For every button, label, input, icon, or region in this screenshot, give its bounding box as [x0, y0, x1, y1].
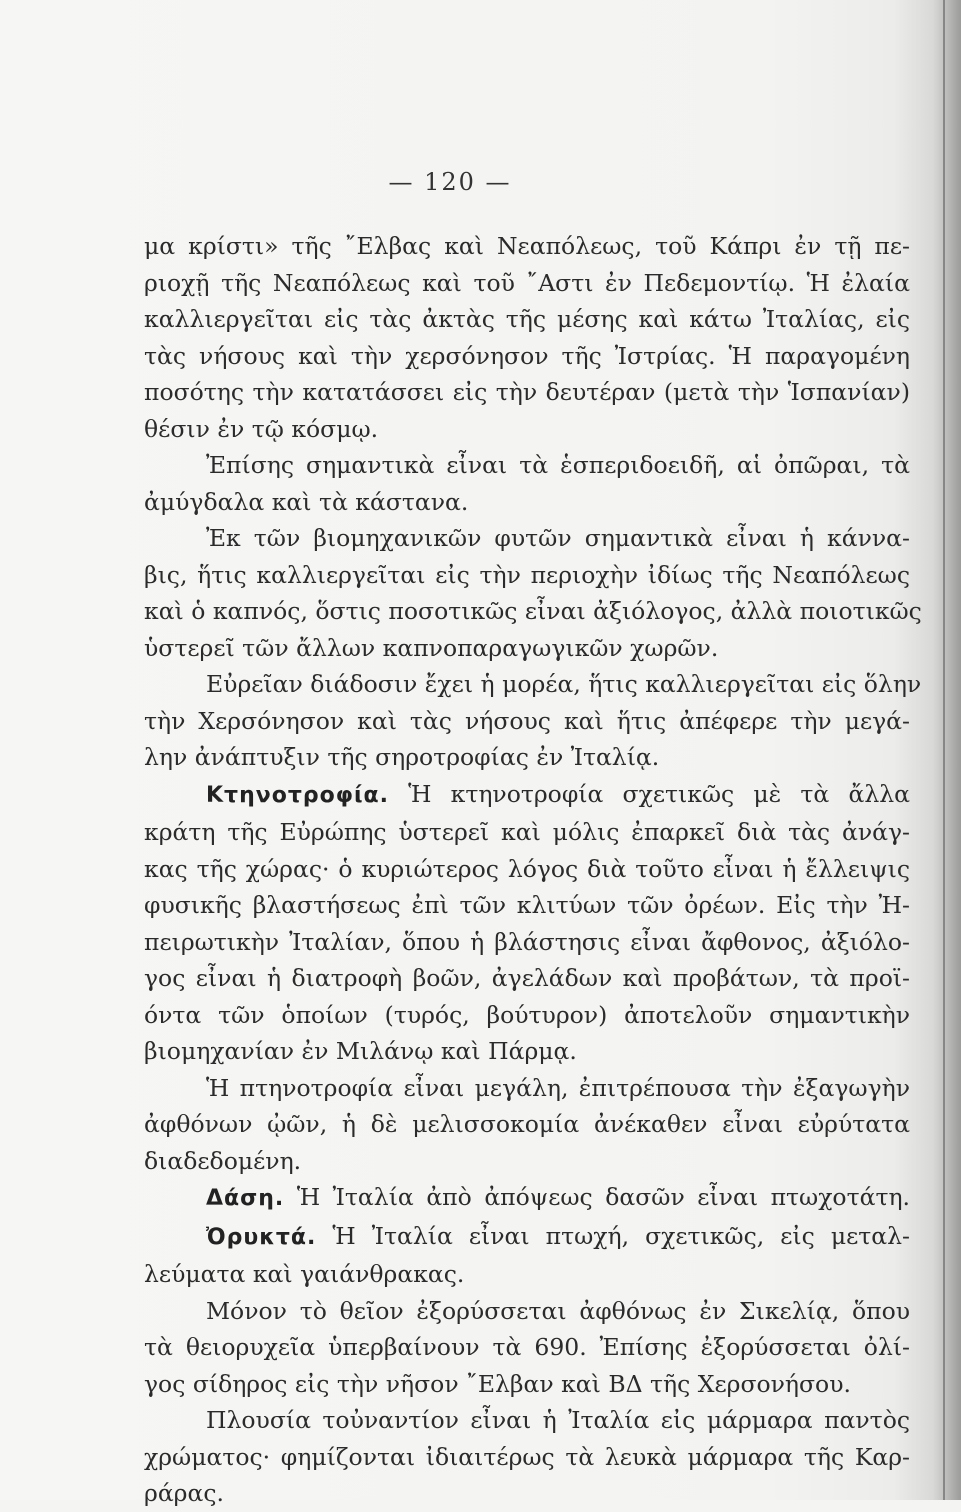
- text-line: βις, ἥτις καλλιεργεῖται εἰς τὴν περιοχὴν ἰδίως τῆς Νεαπόλεως: [144, 560, 910, 589]
- text-line: γος σίδηρος εἰς τὴν νῆσον ῎Ελβαν καὶ ΒΔ τῆς Χερσονήσου.: [144, 1369, 851, 1398]
- text-line: τὴν Χερσόνησον καὶ τὰς νήσους καὶ ἥτις ἀπέφερε τὴν μεγά-: [144, 706, 910, 735]
- text-line: [144, 1218, 910, 1257]
- text-line: όντα τῶν ὁποίων (τυρός, βούτυρον) ἀποτελοῦν σημαντικὴν: [144, 1000, 910, 1029]
- text-line: ράρας.: [144, 1479, 225, 1507]
- text-line: [144, 1179, 910, 1218]
- text-line: μα κρίστι» τῆς ῎Ελβας καὶ Νεαπόλεως, τοῦ Κάπρι ἐν τῇ πε-: [144, 232, 910, 260]
- text-line: Εὐρεῖαν διάδοσιν ἔχει ἡ μορέα, ἥτις καλλιεργεῖται εἰς ὅλην: [206, 670, 922, 698]
- text-line: κράτη τῆς Εὐρώπης ὑστερεῖ καὶ μόλις ἐπαρκεῖ διὰ τὰς ἀνάγ-: [144, 818, 910, 846]
- section-heading-livestock: Κτηνοτροφία.: [206, 782, 390, 808]
- text-line: ὑστερεῖ τῶν ἄλλων καπνοπαραγωγικῶν χωρῶν.: [144, 633, 719, 662]
- text-line: Πλουσία τοὐναντίον εἶναι ἡ Ἰταλία εἰς μάρμαρα παντὸς: [206, 1406, 910, 1434]
- text-line: ἀμύγδαλα καὶ τὰ κάστανα.: [144, 487, 469, 516]
- text-line: κας τῆς χώρας· ὁ κυριώτερος λόγος διὰ τοῦτο εἶναι ἡ ἔλλειψις: [144, 854, 910, 883]
- text-line: θέσιν ἐν τῷ κόσμῳ.: [144, 414, 379, 443]
- text-line: ριοχῇ τῆς Νεαπόλεως καὶ τοῦ ῎Αστι ἐν Πεδεμοντίῳ. Ἡ ἐλαία: [144, 268, 910, 297]
- body-text: [144, 228, 922, 1512]
- text-line: καὶ ὁ καπνός, ὅστις ποσοτικῶς εἶναι ἀξιόλογος, ἀλλὰ ποιοτικῶς: [144, 597, 922, 625]
- text-line-body: Ἡ Ἰταλία εἶναι πτωχή, σχετικῶς, εἰς μεταλ-: [316, 1221, 910, 1250]
- text-line: ποσότης τὴν κατατάσσει εἰς τὴν δευτέραν (μετὰ τὴν Ἱσπανίαν): [144, 378, 910, 406]
- text-line: Ἐπίσης σημαντικὰ εἶναι τὰ ἑσπεριδοειδῆ, αἱ ὀπῶραι, τὰ: [206, 451, 910, 479]
- text-line: Ἐκ τῶν βιομηχανικῶν φυτῶν σημαντικὰ εἶναι ἡ κάννα-: [206, 524, 910, 552]
- text-line-body: Ἡ Ἰταλία ἀπὸ ἀπόψεως δασῶν εἶναι πτωχοτάτη.: [284, 1183, 910, 1211]
- text-line-body: Ἡ κτηνοτροφία σχετικῶς μὲ τὰ ἄλλα: [389, 779, 910, 808]
- text-line: ἀφθόνων ᾠῶν, ἡ δὲ μελισσοκομία ἀνέκαθεν εἶναι εὐρύτατα: [144, 1110, 910, 1138]
- text-line: γος εἶναι ἡ διατροφὴ βοῶν, ἀγελάδων καὶ προβάτων, τὰ προϊ-: [144, 964, 910, 992]
- text-line: φυσικῆς βλαστήσεως ἐπὶ τῶν κλιτύων τῶν ὀρέων. Εἰς τὴν Ἠ-: [144, 891, 910, 919]
- text-line: λην ἀνάπτυξιν τῆς σηροτροφίας ἐν Ἰταλίᾳ.: [144, 743, 660, 771]
- text-line: τὰ θειορυχεῖα ὑπερβαίνουν τὰ 690. Ἐπίσης ἐξορύσσεται ὀλί-: [144, 1333, 910, 1361]
- text-line: βιομηχανίαν ἐν Μιλάνῳ καὶ Πάρμᾳ.: [144, 1037, 577, 1065]
- section-heading-forests: Δάση.: [206, 1186, 285, 1211]
- text-line: Ἡ πτηνοτροφία εἶναι μεγάλη, ἐπιτρέπουσα τὴν ἐξαγωγὴν: [206, 1073, 910, 1102]
- text-line: λεύματα καὶ γαιάνθρακας.: [144, 1260, 465, 1288]
- text-line: πειρωτικὴν Ἰταλίαν, ὅπου ἡ βλάστησις εἶναι ἄφθονος, ἀξιόλο-: [144, 927, 910, 956]
- text-line: διαδεδομένη.: [144, 1146, 302, 1175]
- page-edge-shadow: [933, 0, 961, 1500]
- text-line: [144, 776, 910, 815]
- text-line: καλλιεργεῖται εἰς τὰς ἀκτὰς τῆς μέσης καὶ κάτω Ἰταλίας, εἰς: [144, 305, 910, 333]
- text-line: χρώματος· φημίζονται ἰδιαιτέρως τὰ λευκὰ μάρμαρα τῆς Καρ-: [144, 1442, 910, 1471]
- page-number: — 120 —: [388, 168, 512, 196]
- section-heading-minerals: Ὀρυκτά.: [206, 1224, 317, 1250]
- binding-edge: [943, 0, 945, 1500]
- text-line: τὰς νήσους καὶ τὴν χερσόνησον τῆς Ἰστρίας. Ἡ παραγομένη: [144, 341, 910, 370]
- text-line: Μόνον τὸ θεῖον ἐξορύσσεται ἀφθόνως ἐν Σικελίᾳ, ὅπου: [206, 1296, 910, 1325]
